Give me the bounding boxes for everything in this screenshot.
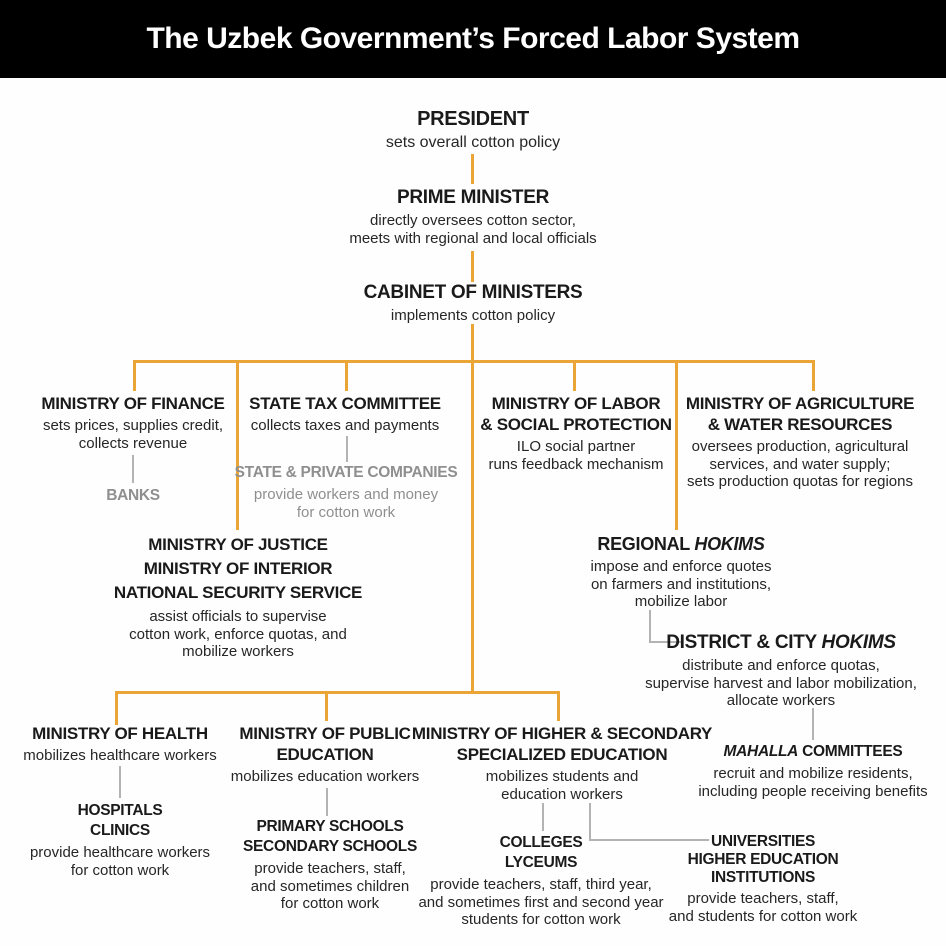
node-primary-secondary-schools: PRIMARY SCHOOLS SECONDARY SCHOOLS provide teachers, staff, and sometimes children for cotton work <box>242 818 418 912</box>
connector-bus-lower <box>115 691 560 694</box>
node-banks: BANKS <box>106 487 160 504</box>
connector-district-mahalla <box>812 708 814 740</box>
node-prime-minister: PRIME MINISTER directly oversees cotton sector, meets with regional and local officials <box>349 187 597 247</box>
node-state-tax-committee: STATE TAX COMMITTEE collects taxes and payments <box>249 394 441 434</box>
connector-pubedu-schools <box>326 788 328 816</box>
node-cabinet-title: CABINET OF MINISTERS <box>363 282 583 303</box>
node-hospitals-clinics: HOSPITALS CLINICS provide healthcare workers for cotton work <box>29 802 211 879</box>
connector-drop-health <box>115 691 118 725</box>
node-state-private-companies: STATE & PRIVATE COMPANIES provide workers and money for cotton work <box>234 464 458 521</box>
connector-drop-higher-education <box>557 691 560 721</box>
node-justice-interior-security: MINISTRY OF JUSTICE MINISTRY OF INTERIOR NATIONAL SECURITY SERVICE assist officials to supervise cotton work, enforce quotas, and mobilize workers <box>113 535 363 660</box>
connector-health-hospitals <box>119 766 121 798</box>
node-ministry-of-finance: MINISTRY OF FINANCE sets prices, supplies credit, collects revenue <box>41 394 225 452</box>
node-ministry-of-public-education: MINISTRY OF PUBLIC EDUCATION mobilizes education workers <box>230 724 420 785</box>
node-president: PRESIDENT sets overall cotton policy <box>385 108 561 151</box>
connector-tax-companies <box>346 436 348 462</box>
connector-drop-labor <box>573 360 576 391</box>
connector-president-pm <box>471 154 474 184</box>
node-colleges-lyceums: COLLEGES LYCEUMS provide teachers, staff, third year, and sometimes first and second year students for cotton work <box>418 834 664 928</box>
node-regional-hokims: REGIONAL HOKIMS impose and enforce quotes on farmers and institutions, mobilize labor <box>590 534 772 610</box>
node-universities: UNIVERSITIES HIGHER EDUCATION INSTITUTIONS provide teachers, staff, and students for cotton work <box>668 833 858 925</box>
connector-drop-tax <box>345 360 348 391</box>
node-ministry-of-higher-education: MINISTRY OF HIGHER & SECONDARY SPECIALIZED EDUCATION mobilizes students and education workers <box>411 724 713 803</box>
node-president-title: PRESIDENT <box>417 108 529 130</box>
connector-pm-cabinet <box>471 251 474 282</box>
node-ministry-of-labor: MINISTRY OF LABOR & SOCIAL PROTECTION ILO social partner runs feedback mechanism <box>480 394 672 473</box>
node-ministry-of-health: MINISTRY OF HEALTH mobilizes healthcare workers <box>23 724 217 764</box>
node-mahalla-committees: MAHALLA COMMITTEES recruit and mobilize residents, including people receiving benefits <box>698 743 928 800</box>
connector-drop-public-education <box>325 691 328 721</box>
node-prime-minister-title: PRIME MINISTER <box>396 187 550 208</box>
connector-drop-finance <box>133 360 136 391</box>
node-district-city-hokims: DISTRICT & CITY HOKIMS distribute and enforce quotas, supervise harvest and labor mobilization, allocate workers <box>645 632 917 709</box>
node-ministry-of-agriculture: MINISTRY OF AGRICULTURE & WATER RESOURCES oversees production, agricultural services, and water supply; sets production quotas for regions <box>685 394 915 490</box>
connector-central-trunk <box>471 360 474 694</box>
title-banner <box>0 0 946 78</box>
connector-drop-agriculture <box>812 360 815 391</box>
node-cabinet-of-ministers: CABINET OF MINISTERS implements cotton policy <box>363 282 583 324</box>
connector-higher-colleges <box>542 803 544 831</box>
connector-drop-regional-hokims <box>675 360 678 530</box>
connector-cabinet-bus <box>471 324 474 362</box>
connector-finance-banks <box>132 455 134 483</box>
page-title: The Uzbek Government’s Forced Labor System <box>146 22 800 55</box>
